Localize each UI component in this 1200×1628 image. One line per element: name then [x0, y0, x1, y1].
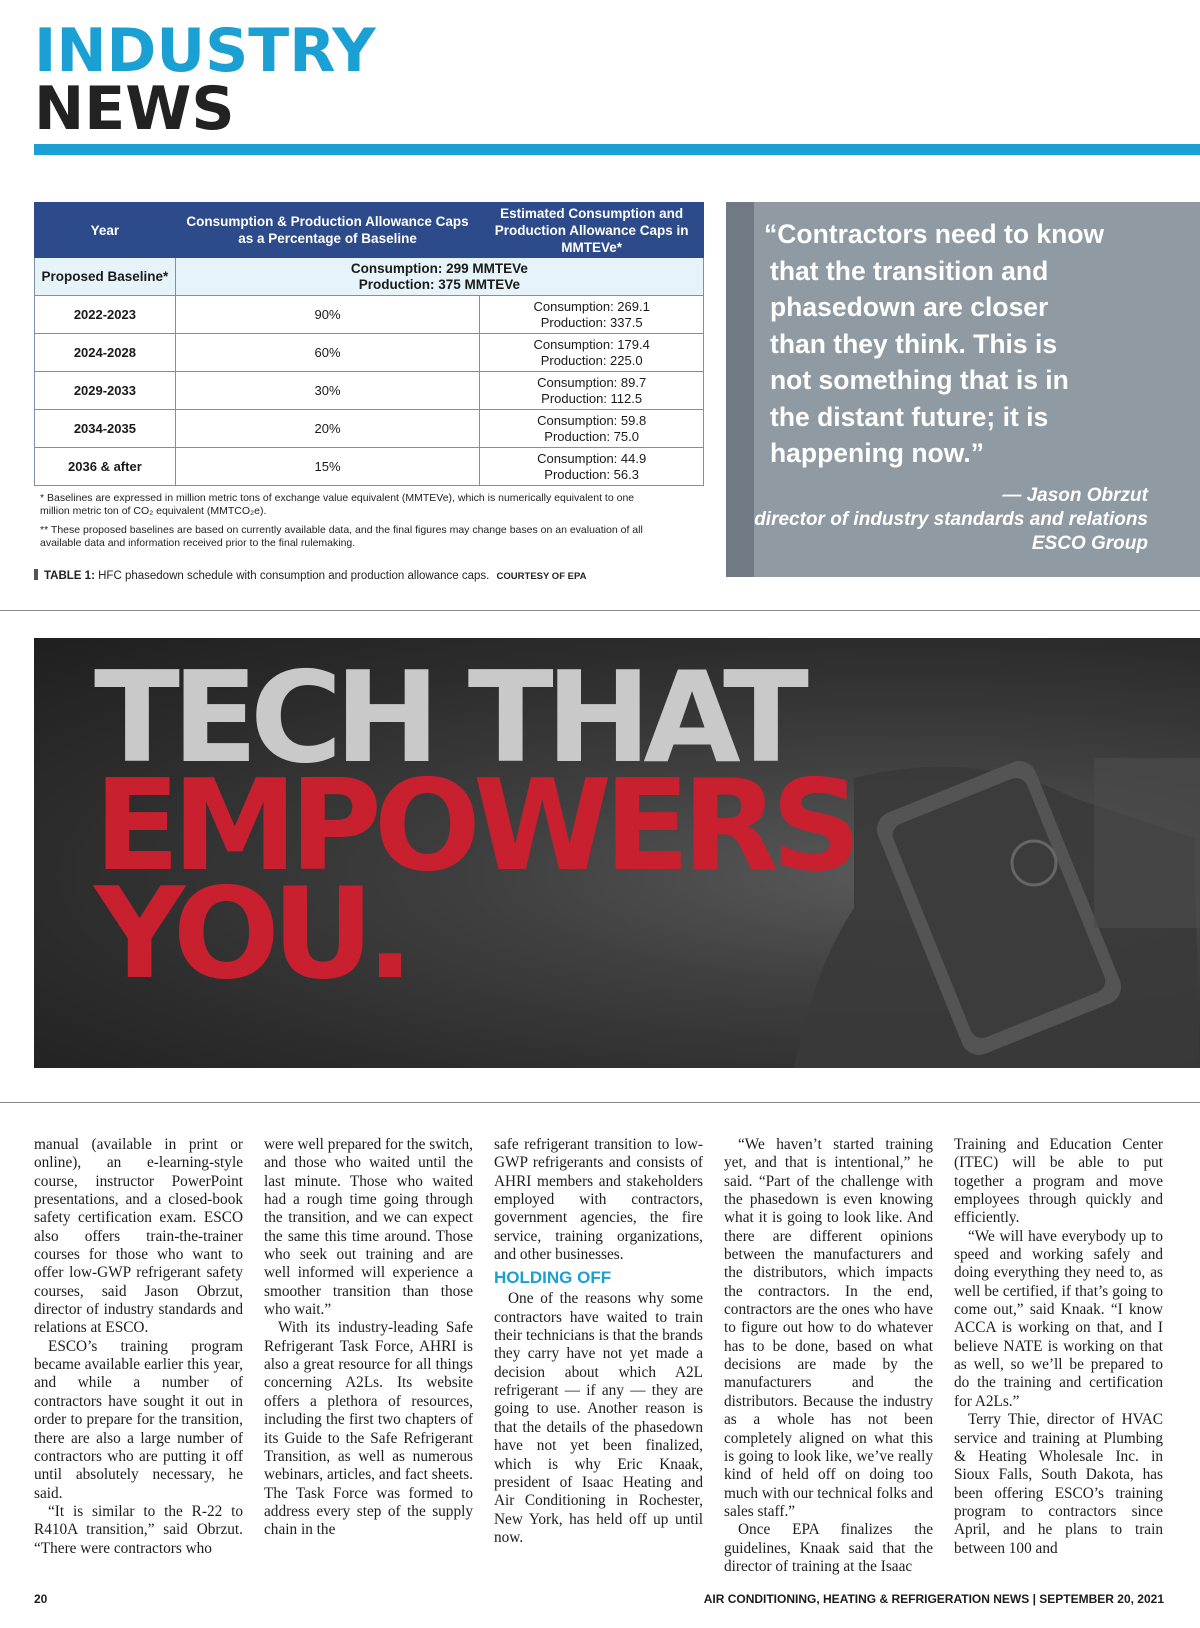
divider-bottom	[0, 1102, 1200, 1103]
ad-headline-line3: YOU.	[94, 860, 407, 1007]
subhead-holding-off: HOLDING OFF	[494, 1268, 612, 1288]
row-percentage: 90%	[175, 296, 479, 334]
advertisement-banner	[34, 638, 1200, 1068]
article-column-3	[494, 1136, 703, 1547]
row-caps	[480, 296, 704, 334]
row-percentage: 30%	[175, 372, 479, 410]
article-column-4	[724, 1136, 933, 1576]
row-percentage: 60%	[175, 334, 479, 372]
table-row	[35, 334, 704, 372]
row-consumption: Consumption: 44.9	[537, 450, 647, 466]
col-header-percentage: Consumption & Production Allowance Caps as a Percentage of Baseline	[175, 203, 479, 258]
ad-headline-line2: EMPOWERS	[94, 752, 854, 899]
phasedown-table	[34, 202, 704, 486]
table-notes	[34, 492, 654, 556]
row-caps	[480, 372, 704, 410]
table-row	[35, 410, 704, 448]
paragraph: safe refrigerant transition to low-GWP refrigerants and consists of AHRI members and stakeholders employed with contractors, government agencies, the fire service, training organizations, and other businesses.	[494, 1136, 703, 1264]
paragraph: One of the reasons why some contractors have waited to train their technicians is that the brands they carry have not yet made a decision about which A2L refrigerant — if any — they are going to use. Another reason is that the details of the phasedown have not yet been finalized, which is why Eric Knaak, president of Isaac Heating and Air Conditioning in Rochester, New York, has held off up until now.	[494, 1290, 703, 1546]
quote-author-title: director of industry standards and relations	[754, 509, 1148, 530]
baseline-label: Proposed Baseline*	[35, 258, 176, 296]
paragraph: “We will have everybody up to speed and working safely and doing everything they need to, as well be certified, if that’s going to come out,” said Knaak. “I know ACCA is working on that, and I believe NATE is working on that as well, so we’ll be prepared to do the training and certification for A2Ls.”	[954, 1227, 1163, 1410]
table-header-row	[35, 203, 704, 258]
row-consumption: Consumption: 59.8	[537, 412, 647, 428]
quote-line: than they think. This is	[770, 328, 1058, 359]
quote-line: happening now.”	[770, 438, 984, 468]
row-year: 2022-2023	[35, 296, 176, 334]
table-caption	[34, 569, 586, 582]
quote-author-company: ESCO Group	[1031, 533, 1148, 554]
article-column-5	[954, 1136, 1163, 1558]
row-production: Production: 225.0	[540, 352, 643, 368]
table-row-baseline	[35, 258, 704, 296]
header-rule	[34, 144, 1200, 155]
article-column-1	[34, 1136, 243, 1558]
quote-line: “Contractors need to know	[764, 219, 1105, 249]
row-consumption: Consumption: 179.4	[533, 336, 650, 352]
caption-credit: COURTESY OF EPA	[496, 571, 587, 582]
page-number: 20	[34, 1592, 48, 1606]
quote-author: — Jason Obrzut	[1002, 485, 1148, 506]
section-title-news: NEWS	[34, 74, 235, 144]
col-header-caps: Estimated Consumption and Production Allowance Caps in MMTEVe*	[480, 203, 704, 258]
baseline-production: Production: 375 MMTEVe	[358, 276, 521, 292]
caption-text: HFC phasedown schedule with consumption and production allowance caps.	[98, 570, 490, 582]
quote-line: that the transition and	[770, 255, 1049, 286]
publication-info: AIR CONDITIONING, HEATING & REFRIGERATION NEWS | SEPTEMBER 20, 2021	[703, 1592, 1164, 1606]
row-production: Production: 112.5	[541, 390, 643, 406]
row-caps	[480, 448, 704, 486]
col-header-year: Year	[35, 203, 176, 258]
row-year: 2029-2033	[35, 372, 176, 410]
paragraph: were well prepared for the switch, and those who waited until the last minute. Those who waited had a rough time going through the transition, and we can expect the same this time around. Those who seek out training and are well informed will experience a smoother transition than those who wait.”	[264, 1136, 473, 1319]
table-row	[35, 372, 704, 410]
paragraph: “We haven’t started training yet, and that is intentional,” he said. “Part of the challenge with the phasedown is even knowing what it is going to look like. And there are different opinions between the manufacturers and the distributors, which impacts the contractors. In the end, contractors are the ones who have to figure out how to do whatever has to be done, based on what decisions are made by the manufacturers and the distributors. Because the industry as a whole has not been completely aligned on what this is going to look like, we’ve really kind of held off on doing too much with our technical folks and sales staff.”	[724, 1136, 933, 1520]
row-percentage: 20%	[175, 410, 479, 448]
row-year: 2034-2035	[35, 410, 176, 448]
quote-line: not something that is in	[770, 365, 1069, 395]
quote-attribution	[728, 484, 1148, 556]
quote-line: the distant future; it is	[770, 401, 1049, 432]
paragraph: Once EPA finalizes the guidelines, Knaak said that the director of training at the Isaac	[724, 1521, 933, 1575]
caption-marker	[34, 569, 38, 580]
row-percentage: 15%	[175, 448, 479, 486]
table-note-2: ** These proposed baselines are based on currently available data, and the final figures may change bases on an evaluation of all available data and information received prior to the final rulemaking.	[40, 524, 643, 549]
row-consumption: Consumption: 89.7	[537, 374, 647, 390]
paragraph: Terry Thie, director of HVAC service and training at Plumbing & Heating Wholesale Inc. in Sioux Falls, South Dakota, has been offering ESCO’s training program to contractors since April, and he plans to train between 100 and	[954, 1411, 1163, 1557]
divider-top	[0, 610, 1200, 611]
paragraph: manual (available in print or online), an e-learning-style course, instructor PowerPoint presentations, and a closed-book safety certification exam. ESCO also offers train-the-trainer courses for those who want to offer low-GWP refrigerant safety courses, said Jason Obrzut, director of industry standards and relations at ESCO.	[34, 1136, 243, 1337]
row-production: Production: 75.0	[544, 428, 639, 444]
row-caps	[480, 334, 704, 372]
section-header	[34, 16, 376, 144]
row-year: 2036 & after	[35, 448, 176, 486]
caption-label: TABLE 1:	[44, 570, 95, 582]
baseline-consumption: Consumption: 299 MMTEVe	[350, 260, 528, 276]
row-production: Production: 337.5	[540, 314, 643, 330]
section-title-industry: INDUSTRY	[34, 16, 376, 86]
table-row	[35, 448, 704, 486]
paragraph: “It is similar to the R-22 to R410A transition,” said Obrzut. “There were contractors who	[34, 1502, 243, 1557]
row-year: 2024-2028	[35, 334, 176, 372]
table-row	[35, 296, 704, 334]
row-production: Production: 56.3	[544, 466, 639, 482]
row-caps	[480, 410, 704, 448]
baseline-values	[175, 258, 703, 296]
paragraph: With its industry-leading Safe Refrigerant Task Force, AHRI is also a great resource for all things concerning A2Ls. Its website offers a plethora of resources, including the first two chapters of its Guide to the Safe Refrigerant Transition, as well as numerous webinars, articles, and fact sheets. The Task Force was formed to address every step of the supply chain in the	[264, 1319, 473, 1539]
ad-headline-line1: TECH THAT	[94, 644, 801, 791]
paragraph: ESCO’s training program became available earlier this year, and while a number of contractors have sought it out in order to prepare for the transition, there are also a large number of contractors who are putting it off until absolutely necessary, he said.	[34, 1337, 243, 1502]
pull-quote-text	[764, 216, 1184, 472]
quote-line: phasedown are closer	[770, 292, 1049, 322]
article-column-2	[264, 1136, 473, 1540]
paragraph: Training and Education Center (ITEC) will be able to put together a program and move employees through quickly and efficiently.	[954, 1136, 1163, 1227]
pull-quote-box	[726, 202, 1200, 577]
row-consumption: Consumption: 269.1	[533, 298, 650, 314]
table-note-1: * Baselines are expressed in million metric tons of exchange value equivalent (MMTEVe), which is numerically equivalent to one million metric ton of CO₂ equivalent (MMTCO₂e).	[40, 492, 635, 517]
